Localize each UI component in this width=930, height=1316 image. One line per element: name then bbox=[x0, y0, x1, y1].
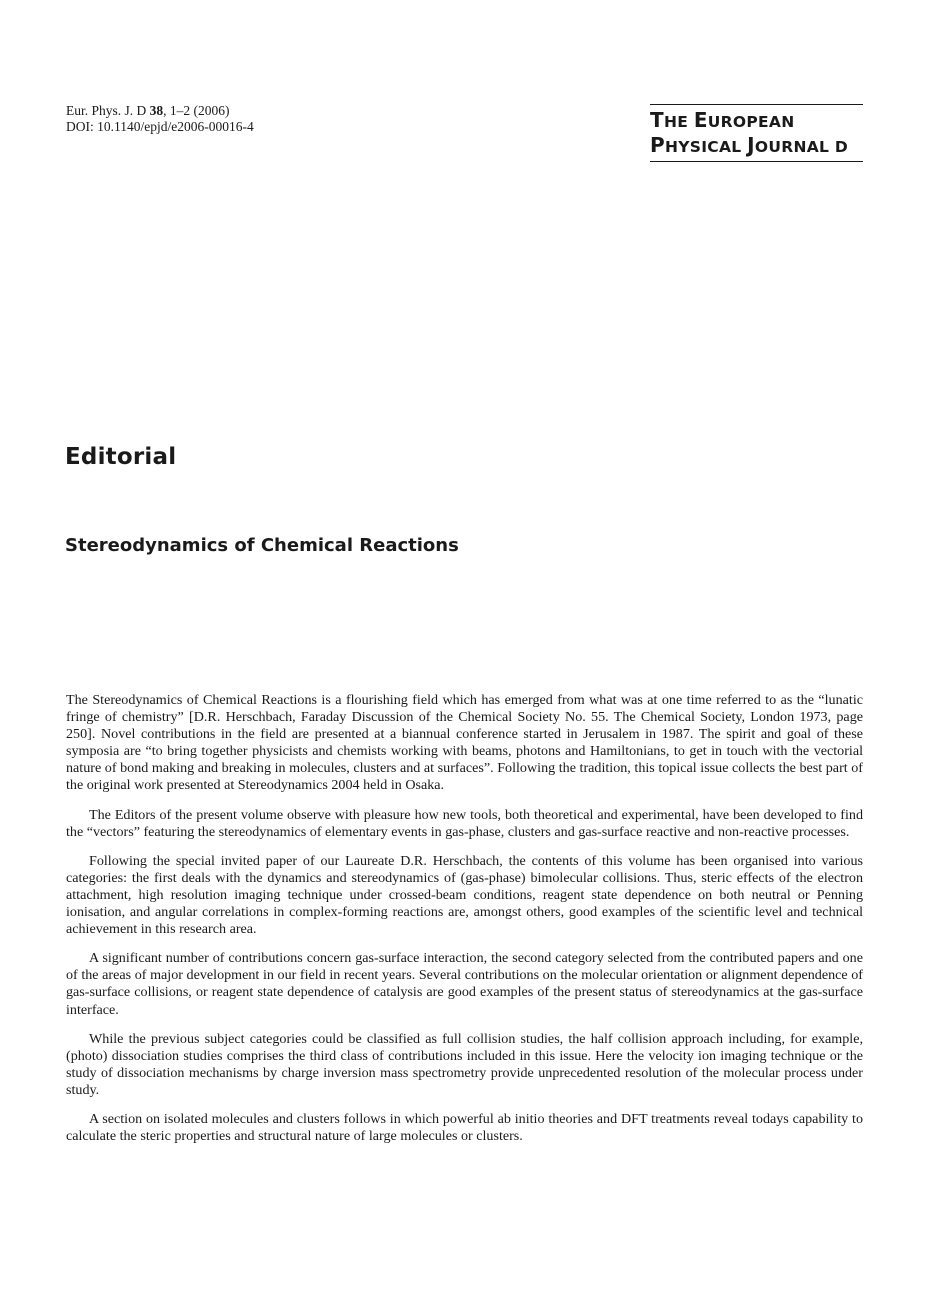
section-heading: Editorial bbox=[65, 444, 177, 470]
journal-name-line-1: THE EUROPEAN bbox=[650, 108, 795, 132]
paragraph: A section on isolated molecules and clusters follows in which powerful ab initio theories and DFT treatments reveal todays capability to calculate the steric properties and structural nature of large molecules or clusters. bbox=[66, 1110, 863, 1145]
paragraph: Following the special invited paper of our Laureate D.R. Herschbach, the contents of this volume has been organised into various categories: the first deals with the dynamics and stereodynamics of (gas-phase) bimolecular collisions. Thus, steric effects of the electron attachment, high resolution imaging technique under crossed-beam conditions, reagent state dependence on both neutral or Penning ionisation, and angular correlations in complex-forming reactions are, amongst others, good examples of the scientific level and technical achievement in this research area. bbox=[66, 852, 863, 938]
doi: DOI: 10.1140/epjd/e2006-00016-4 bbox=[66, 119, 254, 134]
journal-reference: Eur. Phys. J. D 38, 1–2 (2006) bbox=[66, 103, 230, 118]
paragraph: While the previous subject categories could be classified as full collision studies, the half collision approach including, for example, (photo) dissociation studies comprises the third class of contributions included in this issue. Here the velocity ion imaging technique or the study of dissociation mechanisms by charge inversion mass spectrometry provide unprecedented resolution of the molecular process under study. bbox=[66, 1030, 863, 1098]
journal-name-box bbox=[650, 104, 863, 162]
paragraph: The Editors of the present volume observe with pleasure how new tools, both theoretical and experimental, have been developed to find the “vectors” featuring the stereodynamics of elementary events in gas-phase, clusters and gas-surface reactive and non-reactive processes. bbox=[66, 806, 863, 840]
paragraph: A significant number of contributions concern gas-surface interaction, the second category selected from the contributed papers and one of the areas of major development in our field in recent years. Several contributions on the molecular orientation or alignment dependence of gas-surface collisions, or reagent state dependence of catalysis are good examples of the present status of stereodynamics at the gas-surface interface. bbox=[66, 950, 863, 1018]
article-title: Stereodynamics of Chemical Reactions bbox=[65, 535, 459, 556]
volume-number: 38 bbox=[149, 103, 164, 118]
journal-citation bbox=[66, 103, 254, 135]
journal-name-line-2: PHYSICAL JOURNAL D bbox=[650, 133, 849, 157]
article-body bbox=[66, 692, 863, 1157]
paragraph: The Stereodynamics of Chemical Reactions is a flourishing field which has emerged from what was at one time referred to as the “lunatic fringe of chemistry” [D.R. Herschbach, Faraday Discussion of the Chemical Society No. 55. The Chemical Society, London 1973, page 250]. Novel contributions in the field are presented at a biannual conference started in Jerusalem in 1987. The spirit and goal of these symposia are “to bring together physicists and chemists working with beams, photons and Hamiltonians, to get in touch with the vectorial nature of bond making and breaking in molecules, clusters and at surfaces”. Following the tradition, this topical issue collects the best part of the original work presented at Stereodynamics 2004 held in Osaka. bbox=[66, 692, 863, 794]
